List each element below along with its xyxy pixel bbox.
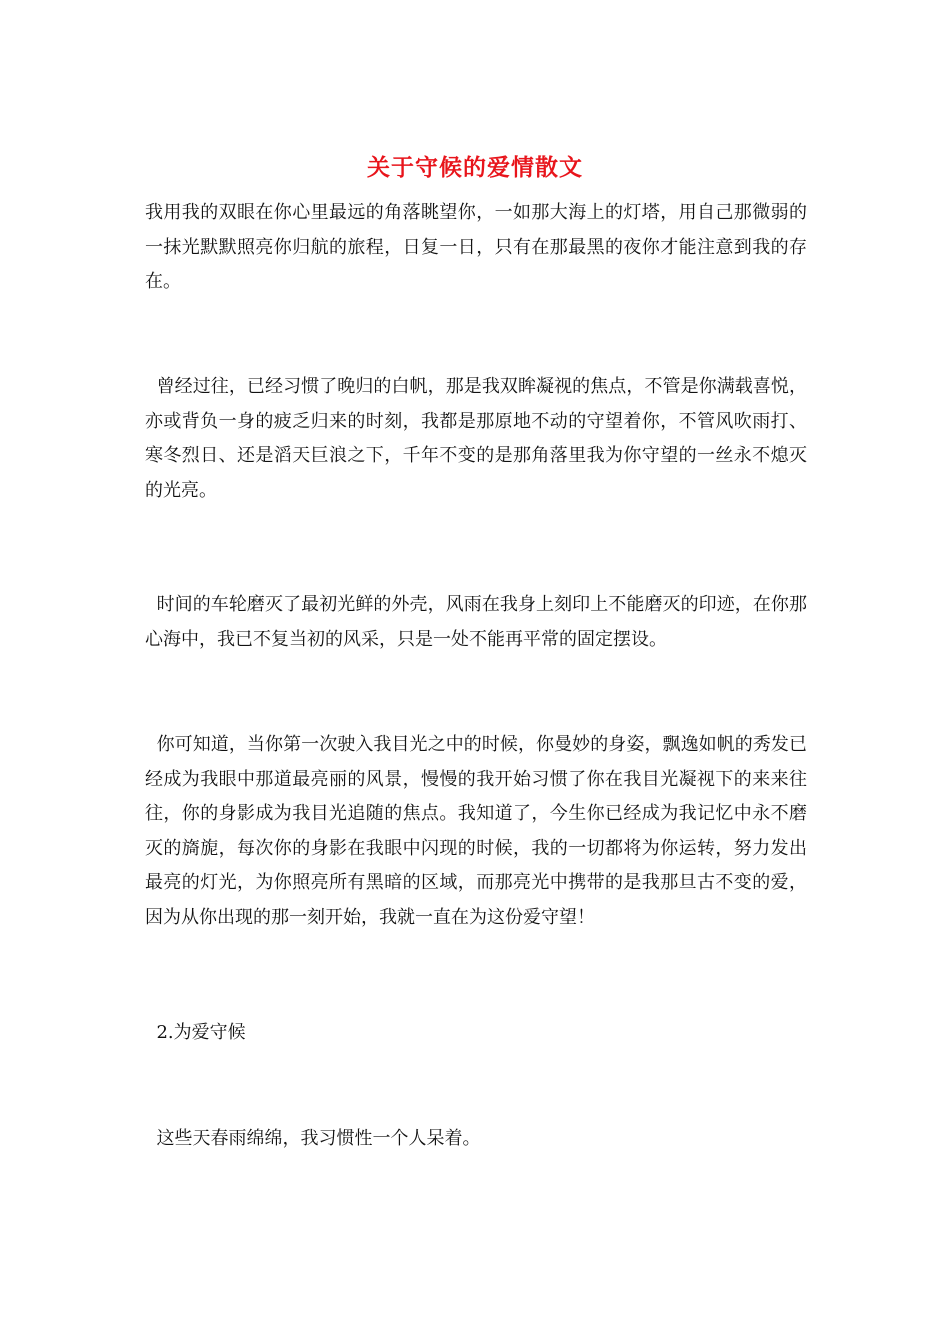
paragraph-4: 你可知道，当你第一次驶入我目光之中的时候，你曼妙的身姿，飘逸如帆的秀发已经成为我眼中那道最亮丽的风景，慢慢的我开始习惯了你在我目光凝视下的来来往往，你的身影成为我目光追随的焦点。我知道了，今生你已经成为我记忆中永不磨灭的旖旎，每次你的身影在我眼中闪现的时候，我的一切都将为你运转，努力发出最亮的灯光，为你照亮所有黑暗的区域，而那亮光中携带的是我那旦古不变的爱，因为从你出现的那一刻开始，我就一直在为这份爱守望！ — [145, 734, 807, 928]
paragraph-1: 我用我的双眼在你心里最远的角落眺望你，一如那大海上的灯塔，用自己那微弱的一抹光默默照亮你归航的旅程，日复一日，只有在那最黑的夜你才能注意到我的存在。 — [145, 202, 807, 292]
section-heading: 2.为爱守候 — [145, 1022, 246, 1043]
paragraph-2: 曾经过往，已经习惯了晚归的白帆，那是我双眸凝视的焦点，不管是你满载喜悦，亦或背负一身的疲乏归来的时刻，我都是那原地不动的守望着你，不管风吹雨打、寒冬烈日、还是滔天巨浪之下，千年不变的是那角落里我为你守望的一丝永不熄灭的光亮。 — [145, 376, 807, 501]
paragraph-5: 这些天春雨绵绵，我习惯性一个人呆着。 — [145, 1128, 481, 1149]
document-title: 关于守候的爱情散文 — [367, 155, 583, 181]
paragraph-3: 时间的车轮磨灭了最初光鲜的外壳，风雨在我身上刻印上不能磨灭的印迹，在你那心海中，我已不复当初的风采，只是一处不能再平常的固定摆设。 — [145, 594, 807, 650]
